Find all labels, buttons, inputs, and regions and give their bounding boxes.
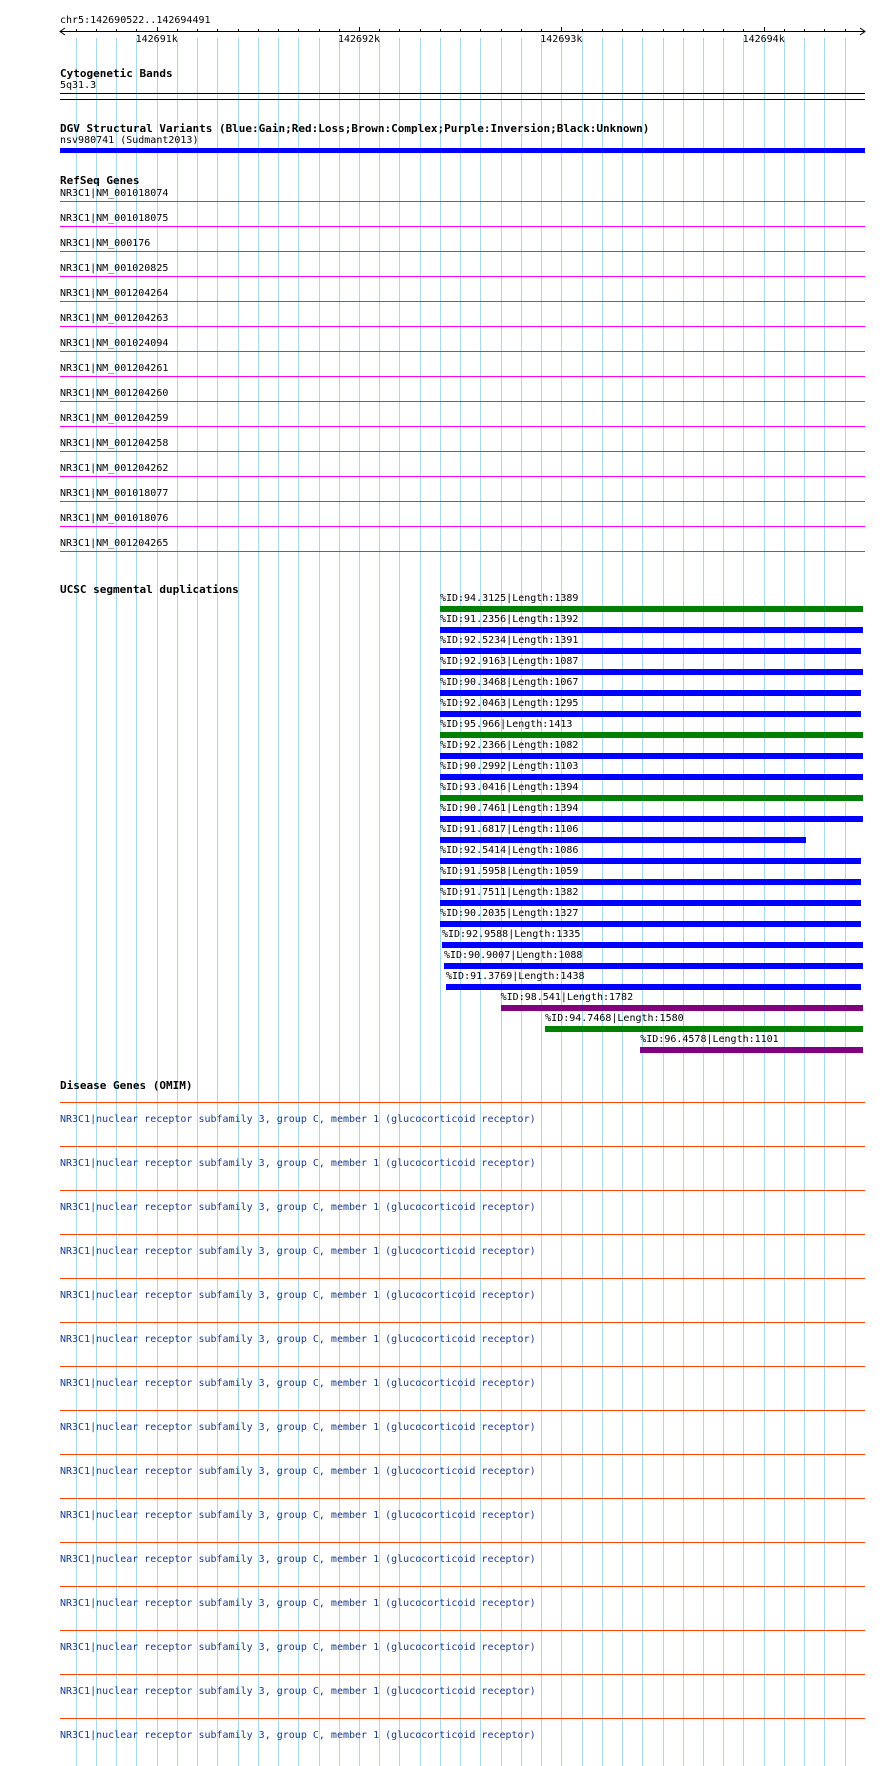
refseq-gene-line[interactable]	[60, 476, 865, 477]
refseq-gene-line[interactable]	[60, 201, 865, 202]
refseq-gene-label[interactable]: NR3C1|NM_001204265	[60, 538, 169, 549]
segdup-label[interactable]: %ID:92.0463|Length:1295	[439, 698, 579, 709]
refseq-gene-line[interactable]	[60, 351, 865, 352]
cytoband-label: 5q31.3	[60, 80, 97, 91]
omim-gene-label[interactable]: NR3C1|nuclear receptor subfamily 3, group C, member 1 (glucocorticoid receptor)	[60, 1642, 536, 1653]
refseq-gene-line[interactable]	[60, 401, 865, 402]
omim-gene-line[interactable]	[60, 1234, 865, 1235]
segdup-bar[interactable]	[440, 900, 861, 906]
ruler-tick-label: 142694k	[742, 34, 785, 45]
ruler-tick-label: 142691k	[135, 34, 178, 45]
segdup-bar[interactable]	[440, 648, 861, 654]
segdup-bar[interactable]	[440, 921, 861, 927]
segdup-label[interactable]: %ID:98.541|Length:1782	[500, 992, 634, 1003]
cytoband-top-line	[60, 93, 865, 94]
segdup-label[interactable]: %ID:90.9007|Length:1088	[443, 950, 583, 961]
segdup-bar[interactable]	[446, 984, 861, 990]
refseq-gene-label[interactable]: NR3C1|NM_001018076	[60, 513, 169, 524]
segdup-label[interactable]: %ID:92.9163|Length:1087	[439, 656, 579, 667]
refseq-gene-line[interactable]	[60, 451, 865, 452]
omim-track-title: Disease Genes (OMIM)	[60, 1079, 193, 1092]
omim-gene-label[interactable]: NR3C1|nuclear receptor subfamily 3, group C, member 1 (glucocorticoid receptor)	[60, 1466, 536, 1477]
dgv-feature-bar[interactable]	[60, 148, 865, 153]
segdup-label[interactable]: %ID:91.7511|Length:1382	[439, 887, 579, 898]
refseq-gene-line[interactable]	[60, 301, 865, 302]
segdup-bar[interactable]	[444, 963, 863, 969]
refseq-gene-label[interactable]: NR3C1|NM_001204262	[60, 463, 169, 474]
omim-gene-label[interactable]: NR3C1|nuclear receptor subfamily 3, group C, member 1 (glucocorticoid receptor)	[60, 1730, 536, 1741]
segdup-label[interactable]: %ID:90.7461|Length:1394	[439, 803, 579, 814]
segdup-label[interactable]: %ID:96.4578|Length:1101	[640, 1034, 779, 1045]
refseq-gene-label[interactable]: NR3C1|NM_001204264	[60, 288, 169, 299]
segdup-label[interactable]: %ID:90.2035|Length:1327	[439, 908, 579, 919]
refseq-gene-label[interactable]: NR3C1|NM_000176	[60, 238, 151, 249]
omim-gene-label[interactable]: NR3C1|nuclear receptor subfamily 3, group C, member 1 (glucocorticoid receptor)	[60, 1246, 536, 1257]
refseq-gene-label[interactable]: NR3C1|NM_001018075	[60, 213, 169, 224]
segdup-bar[interactable]	[440, 858, 861, 864]
omim-gene-label[interactable]: NR3C1|nuclear receptor subfamily 3, group C, member 1 (glucocorticoid receptor)	[60, 1114, 536, 1125]
segdup-bar[interactable]	[440, 711, 861, 717]
segdup-track-title: UCSC segmental duplications	[60, 583, 239, 596]
segdup-label[interactable]: %ID:92.2366|Length:1082	[439, 740, 579, 751]
refseq-gene-label[interactable]: NR3C1|NM_001204263	[60, 313, 169, 324]
segdup-label[interactable]: %ID:90.3468|Length:1067	[439, 677, 579, 688]
refseq-gene-line[interactable]	[60, 376, 865, 377]
omim-gene-line[interactable]	[60, 1630, 865, 1631]
segdup-bar[interactable]	[440, 837, 806, 843]
omim-gene-line[interactable]	[60, 1498, 865, 1499]
dgv-track-title: DGV Structural Variants (Blue:Gain;Red:Loss;Brown:Complex;Purple:Inversion;Black:Unknown)	[60, 122, 650, 135]
segdup-label[interactable]: %ID:91.6817|Length:1106	[439, 824, 579, 835]
omim-gene-line[interactable]	[60, 1190, 865, 1191]
ruler-tick-label: 142693k	[540, 34, 583, 45]
omim-gene-label[interactable]: NR3C1|nuclear receptor subfamily 3, group C, member 1 (glucocorticoid receptor)	[60, 1158, 536, 1169]
omim-gene-line[interactable]	[60, 1322, 865, 1323]
segdup-bar[interactable]	[440, 669, 863, 675]
omim-gene-label[interactable]: NR3C1|nuclear receptor subfamily 3, group C, member 1 (glucocorticoid receptor)	[60, 1686, 536, 1697]
omim-gene-label[interactable]: NR3C1|nuclear receptor subfamily 3, group C, member 1 (glucocorticoid receptor)	[60, 1598, 536, 1609]
omim-gene-line[interactable]	[60, 1718, 865, 1719]
omim-gene-line[interactable]	[60, 1454, 865, 1455]
refseq-gene-line[interactable]	[60, 501, 865, 502]
refseq-gene-line[interactable]	[60, 326, 865, 327]
segdup-bar[interactable]	[440, 816, 863, 822]
omim-gene-line[interactable]	[60, 1102, 865, 1103]
segdup-bar[interactable]	[545, 1026, 863, 1032]
omim-gene-line[interactable]	[60, 1410, 865, 1411]
segdup-label[interactable]: %ID:94.3125|Length:1389	[439, 593, 579, 604]
segdup-bar[interactable]	[440, 774, 863, 780]
segdup-bar[interactable]	[442, 942, 863, 948]
cytoband-track-title: Cytogenetic Bands	[60, 67, 173, 80]
segdup-bar[interactable]	[440, 879, 861, 885]
refseq-gene-label[interactable]: NR3C1|NM_001024094	[60, 338, 169, 349]
refseq-gene-line[interactable]	[60, 426, 865, 427]
segdup-label[interactable]: %ID:90.2992|Length:1103	[439, 761, 579, 772]
refseq-gene-line[interactable]	[60, 226, 865, 227]
refseq-gene-label[interactable]: NR3C1|NM_001204258	[60, 438, 169, 449]
refseq-gene-line[interactable]	[60, 276, 865, 277]
segdup-label[interactable]: %ID:92.5234|Length:1391	[439, 635, 579, 646]
segdup-bar[interactable]	[640, 1047, 863, 1053]
segdup-label[interactable]: %ID:91.3769|Length:1438	[446, 971, 585, 982]
segdup-label[interactable]: %ID:91.2356|Length:1392	[439, 614, 579, 625]
refseq-gene-line[interactable]	[60, 251, 865, 252]
omim-gene-line[interactable]	[60, 1586, 865, 1587]
segdup-bar[interactable]	[440, 795, 863, 801]
omim-gene-label[interactable]: NR3C1|nuclear receptor subfamily 3, group C, member 1 (glucocorticoid receptor)	[60, 1202, 536, 1213]
omim-gene-line[interactable]	[60, 1674, 865, 1675]
omim-gene-line[interactable]	[60, 1146, 865, 1147]
omim-gene-line[interactable]	[60, 1366, 865, 1367]
segdup-label[interactable]: %ID:92.9588|Length:1335	[441, 929, 581, 940]
omim-gene-label[interactable]: NR3C1|nuclear receptor subfamily 3, group C, member 1 (glucocorticoid receptor)	[60, 1378, 536, 1389]
segdup-label[interactable]: %ID:92.5414|Length:1086	[439, 845, 579, 856]
cytoband-bottom-line	[60, 99, 865, 100]
segdup-bar[interactable]	[440, 690, 861, 696]
refseq-gene-label[interactable]: NR3C1|NM_001204259	[60, 413, 169, 424]
segdup-bar[interactable]	[501, 1005, 863, 1011]
segdup-bar[interactable]	[440, 732, 863, 738]
omim-gene-label[interactable]: NR3C1|nuclear receptor subfamily 3, group C, member 1 (glucocorticoid receptor)	[60, 1422, 536, 1433]
segdup-label[interactable]: %ID:91.5958|Length:1059	[439, 866, 579, 877]
omim-gene-label[interactable]: NR3C1|nuclear receptor subfamily 3, group C, member 1 (glucocorticoid receptor)	[60, 1334, 536, 1345]
omim-gene-label[interactable]: NR3C1|nuclear receptor subfamily 3, group C, member 1 (glucocorticoid receptor)	[60, 1510, 536, 1521]
refseq-gene-line[interactable]	[60, 526, 865, 527]
refseq-gene-label[interactable]: NR3C1|NM_001018074	[60, 188, 169, 199]
region-label: chr5:142690522..142694491	[60, 15, 211, 26]
refseq-gene-label[interactable]: NR3C1|NM_001018077	[60, 488, 169, 499]
omim-gene-label[interactable]: NR3C1|nuclear receptor subfamily 3, group C, member 1 (glucocorticoid receptor)	[60, 1554, 536, 1565]
omim-gene-line[interactable]	[60, 1278, 865, 1279]
refseq-gene-label[interactable]: NR3C1|NM_001204261	[60, 363, 169, 374]
ruler-tick-label: 142692k	[337, 34, 381, 45]
refseq-gene-label[interactable]: NR3C1|NM_001204260	[60, 388, 169, 399]
segdup-bar[interactable]	[440, 627, 863, 633]
omim-gene-label[interactable]: NR3C1|nuclear receptor subfamily 3, group C, member 1 (glucocorticoid receptor)	[60, 1290, 536, 1301]
segdup-label[interactable]: %ID:94.7468|Length:1580	[545, 1013, 684, 1024]
omim-gene-line[interactable]	[60, 1542, 865, 1543]
segdup-bar[interactable]	[440, 753, 863, 759]
segdup-label[interactable]: %ID:93.0416|Length:1394	[439, 782, 579, 793]
dgv-feature-label[interactable]: nsv980741 (Sudmant2013)	[60, 135, 199, 146]
segdup-label[interactable]: %ID:95.966|Length:1413	[439, 719, 573, 730]
refseq-gene-label[interactable]: NR3C1|NM_001020825	[60, 263, 169, 274]
segdup-bar[interactable]	[440, 606, 863, 612]
refseq-gene-line[interactable]	[60, 551, 865, 552]
refseq-track-title: RefSeq Genes	[60, 174, 140, 187]
